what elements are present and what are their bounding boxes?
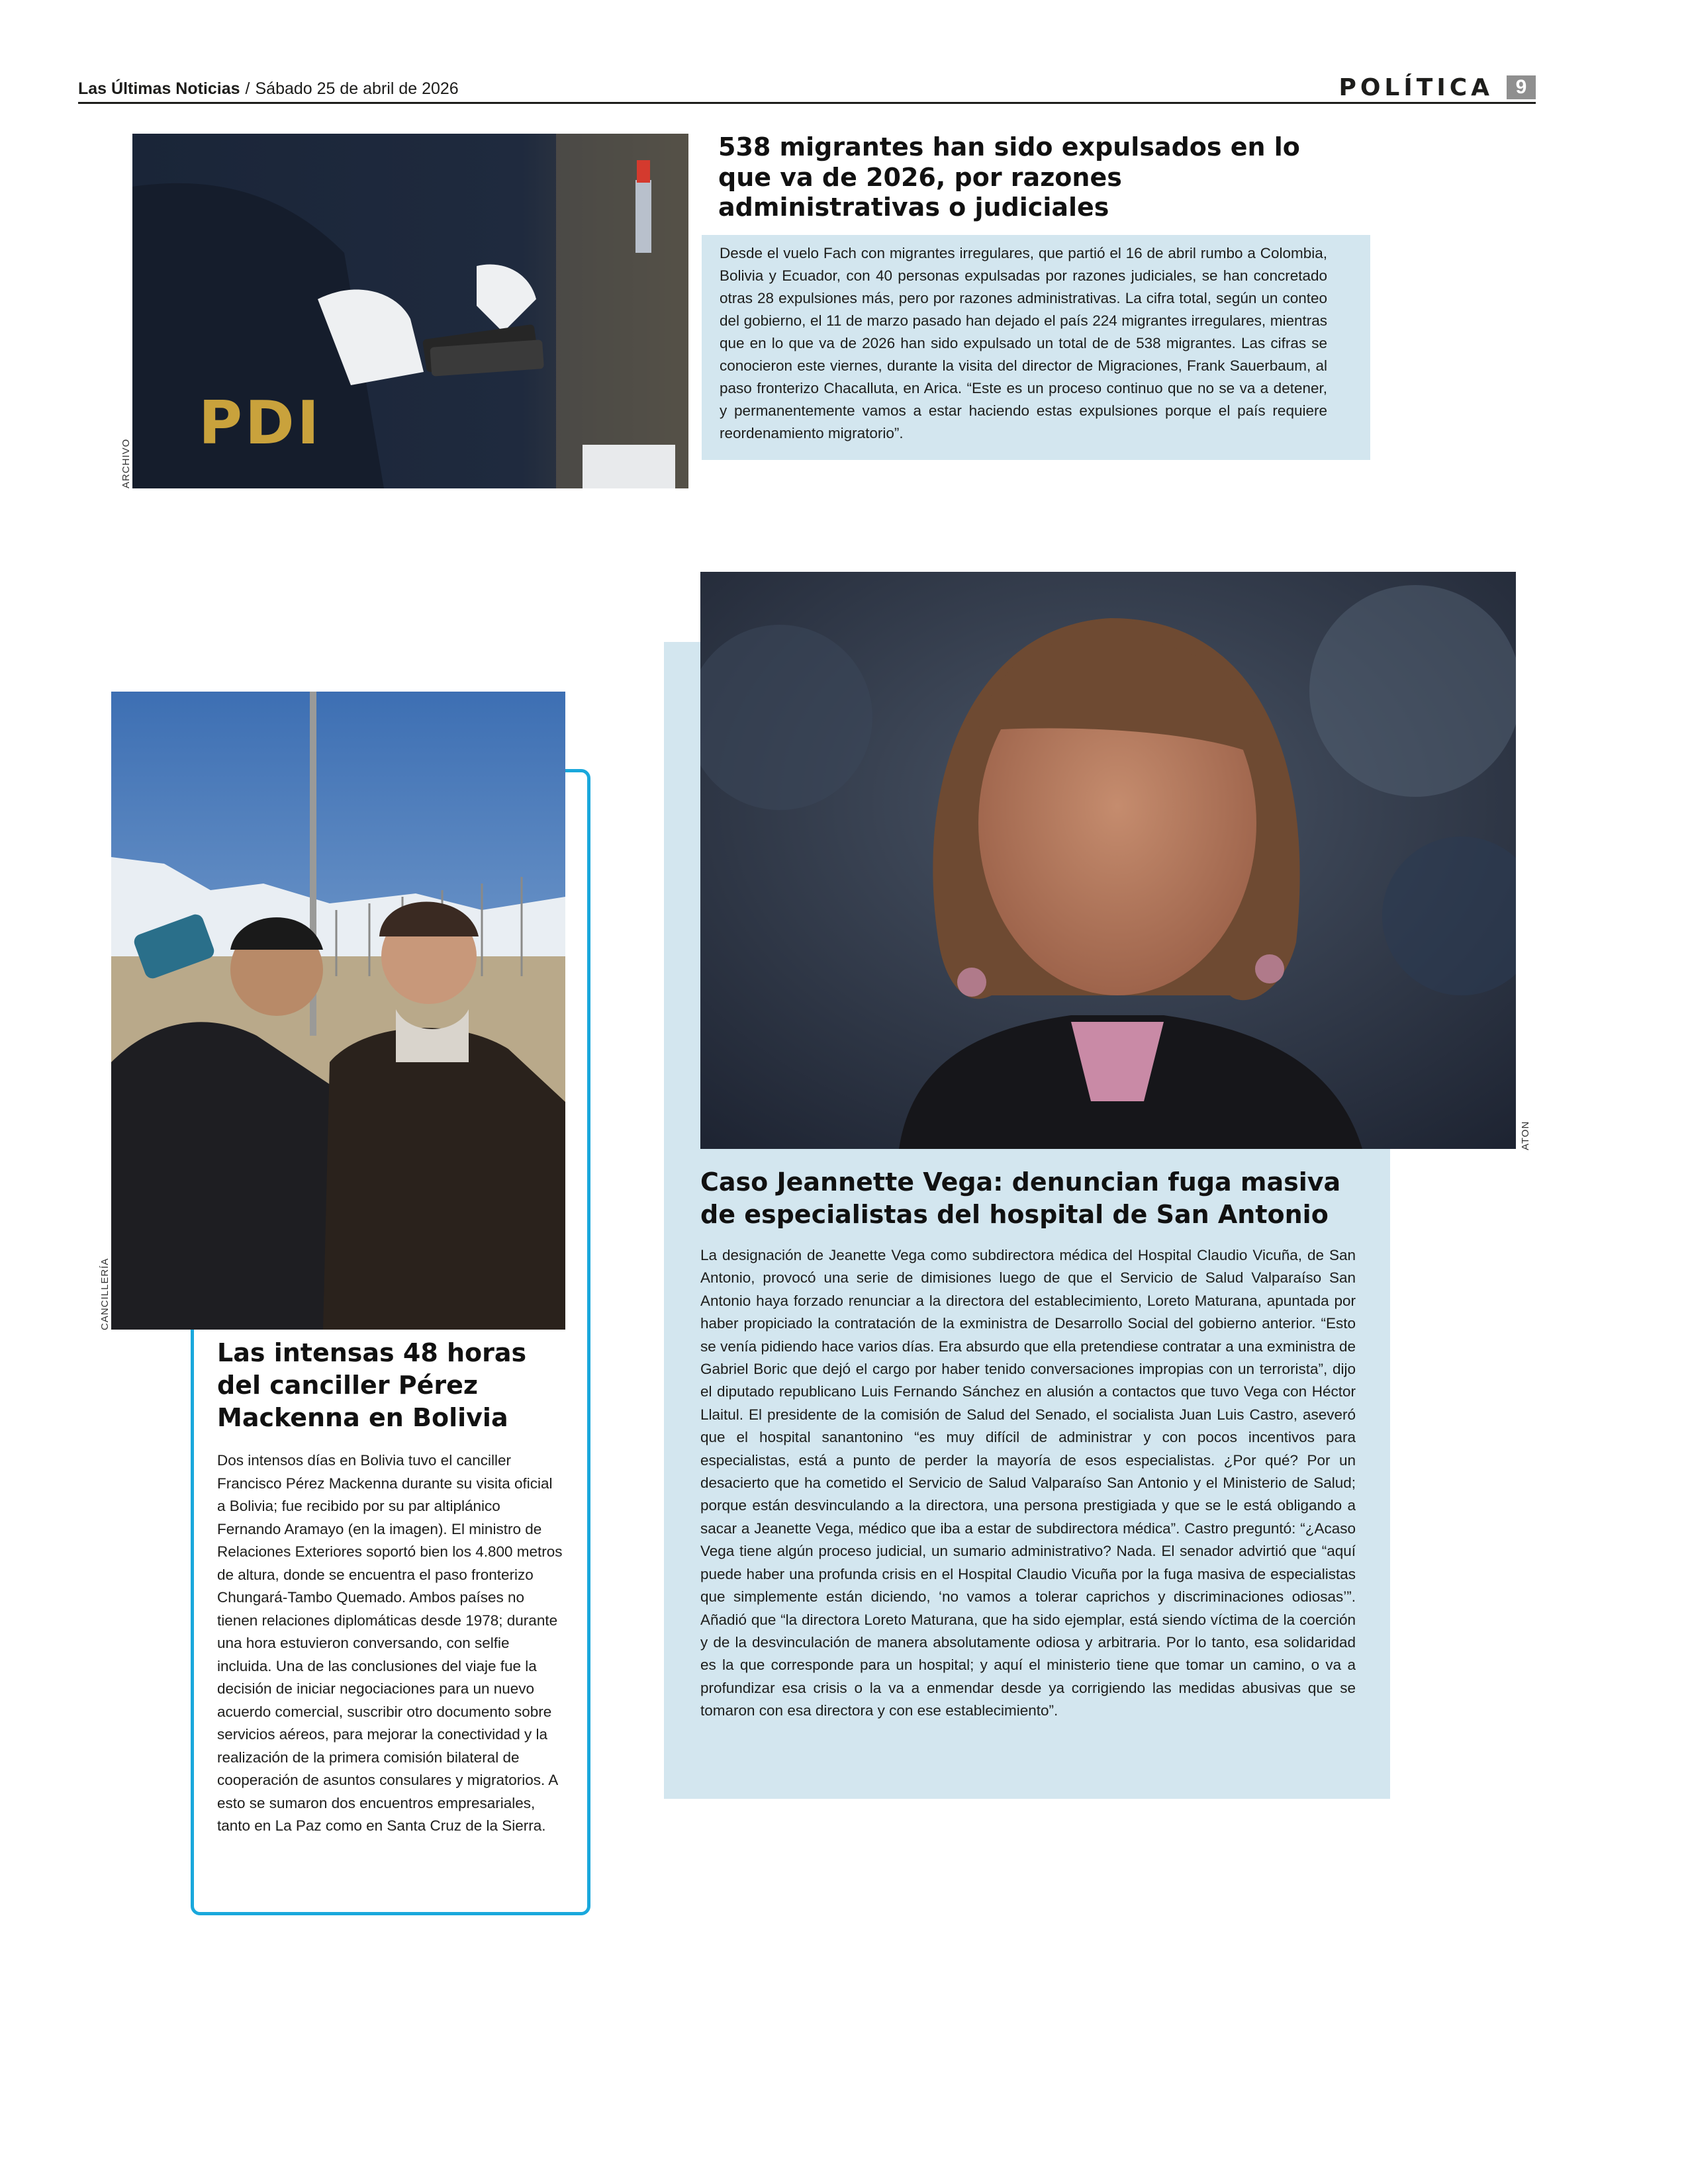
jeannette-vega-portrait xyxy=(700,572,1516,1149)
masthead-separator: / xyxy=(245,79,250,98)
pdi-patch-label: PDI xyxy=(199,388,322,458)
issue-date: Sábado 25 de abril de 2026 xyxy=(255,79,459,98)
publication-name: Las Últimas Noticias xyxy=(78,79,240,98)
article-3-headline: Caso Jeannette Vega: denuncian fuga masiva de especialistas del hospital de San Antonio xyxy=(700,1167,1341,1229)
header-rule xyxy=(78,102,1536,104)
article-2-headline: Las intensas 48 horas del canciller Pérez Mackenna en Bolivia xyxy=(217,1338,527,1432)
photo-credit: ARCHIVO xyxy=(120,438,132,488)
page-number: 9 xyxy=(1507,75,1536,99)
pdi-passports-photo xyxy=(132,134,688,488)
article-2-body: Dos intensos días en Bolivia tuvo el canciller Francisco Pérez Mackenna durante su visita oficial a Bolivia; fue recibido por su par altiplánico Fernando Aramayo (en la imagen). El ministro de Relaciones Exteriores soportó bien los 4.800 metros de altura, donde se encuentra el paso fronterizo Chungará-Tambo Quemado. Ambos países no tienen relaciones diplomáticas desde 1978; durante una hora estuvieron conversando, con selfie incluida. Una de las conclusiones del viaje fue la decisión de iniciar negociaciones para un nuevo acuerdo comercial, suscribir otro documento sobre servicios aéreos, para mejorar la conectividad y la realización de la primera comisión bilateral de cooperación de asuntos consulares y migratorios. A esto se sumaron dos encuentros empresariales, tanto en La Paz como en Santa Cruz de la Sierra. xyxy=(217,1452,563,1834)
portrait-illustration xyxy=(700,572,1516,1149)
section-header xyxy=(1338,73,1536,102)
article-1-headline: 538 migrantes han sido expulsados en lo que va de 2026, por razones administrativas o judiciales xyxy=(718,132,1300,222)
photo-credit: ATON xyxy=(1520,1120,1531,1150)
article-1-body: Desde el vuelo Fach con migrantes irregulares, que partió el 16 de abril rumbo a Colombia, Bolivia y Ecuador, con 40 personas expulsadas por razones judiciales, se han concretado otras 28 expulsiones más, pero por razones administrativas. La cifra total, según un conteo del gobierno, el 11 de marzo pasado han dejado el país 224 migrantes irregulares, mientras que en lo que va de 2026 han sido expulsado un total de de 538 migrantes. Las cifras se conocieron este viernes, durante la visita del director de Migraciones, Frank Sauerbaum, al paso fronterizo Chacalluta, en Arica. “Este es un proceso continuo que no se va a detener, y permanentemente vamos a estar haciendo estas expulsiones porque el país requiere reordenamiento migratorio”. xyxy=(720,245,1327,441)
masthead xyxy=(78,79,459,99)
article-3-body: La designación de Jeanette Vega como subdirectora médica del Hospital Claudio Vicuña, de San Antonio, provocó una serie de dimisiones luego de que el Servicio de Salud Valparaíso San Antonio haya forzado renunciar a la directora del establecimiento, Loreto Maturana, apuntada por haber propiciado la contratación de la exministra de Desarrollo Social del gobierno anterior. “Esto se venía pidiendo hace varios días. Era absurdo que ella pretendiese contratar a una exministra de Gabriel Boric que dejó el cargo por haber tenido conversaciones impropias con un terrorista”, dijo el diputado republicano Luis Fernando Sánchez en alusión a contactos que tuvo Vega con Héctor Llaitul. El presidente de la comisión de Salud del Senado, el socialista Juan Luis Castro, aseveró que el hospital sanantonino “es muy difícil de administrar y con pocos incentivos para especialistas, está a punto de perder la mayoría de esos especialistas. ¿Por qué? Por un desacierto que ha cometido el Servicio de Salud Valparaíso San Antonio y el Ministerio de Salud; porque están desvinculando a la directora, una persona prestigiada y que se le está obligando a sacar a Jeanette Vega, médico que iba a estar de subdirectora médica”. Castro preguntó: “¿Acaso Vega tiene algún proceso judicial, un sumario administrativo? Nada. El senador advirtió que “aquí puede haber una profunda crisis en el Hospital Claudio Vicuña por la fuga masiva de especialistas que simplemente están diciendo, ‘no vamos a tolerar caprichos y discriminaciones odiosas’”. Añadió que “la directora Loreto Maturana, que ha sido ejemplar, está siendo víctima de la coerción y de la desvinculación de manera absolutamente odiosa y arbitraria. Por lo tanto, esa solidaridad es la que corresponde para un hospital; y aquí el ministerio tiene que tomar un camino, o va a profundizar esa crisis o la va a enmendar desde ya corrigiendo las medidas abusivas que se tomaron con esa directora y con ese establecimiento”. xyxy=(700,1247,1356,1719)
selfie-photo-illustration xyxy=(111,692,565,1330)
section-name: POLÍTICA xyxy=(1338,73,1493,101)
cancillers-selfie-photo xyxy=(111,692,565,1330)
photo-credit: CANCILLERÍA xyxy=(99,1257,111,1330)
